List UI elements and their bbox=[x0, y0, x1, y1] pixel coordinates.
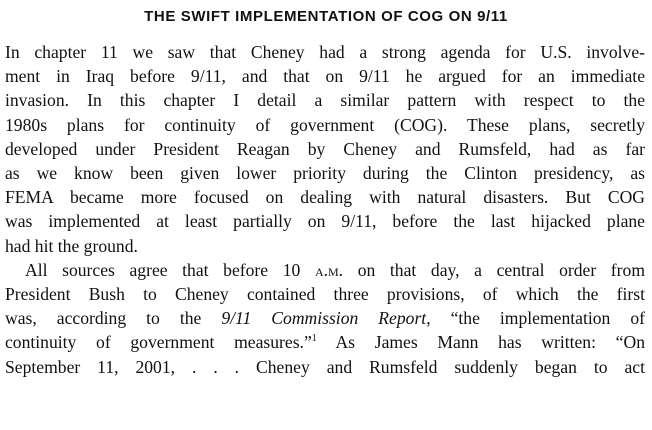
text-line bbox=[5, 330, 645, 354]
text-line bbox=[5, 306, 645, 330]
text-fragment: on that day, a central order from bbox=[343, 259, 646, 280]
text-fragment: continuity of government measures.” bbox=[5, 332, 312, 353]
text-fragment: , “the implementation of bbox=[426, 308, 645, 329]
text-line: September 11, 2001, . . . Cheney and Rumsfeld suddenly began to act bbox=[5, 356, 645, 377]
time-designation: a.m. bbox=[314, 259, 344, 280]
text-line: President Bush to Cheney contained three provisions, of which the first bbox=[5, 284, 645, 305]
text-line: In chapter 11 we saw that Cheney had a strong agenda for U.S. involve- bbox=[5, 42, 645, 62]
text-fragment: As James Mann has written: “On bbox=[316, 332, 645, 353]
body-text bbox=[5, 40, 645, 379]
text-line: was implemented at least partially on 9/11, before the last hijacked plane bbox=[5, 211, 645, 232]
section-heading: THE SWIFT IMPLEMENTATION OF COG ON 9/11 bbox=[144, 8, 508, 25]
text-line: as we know been given lower priority during the Clinton presidency, as bbox=[5, 163, 645, 184]
text-line: developed under President Reagan by Cheney and Rumsfeld, had as far bbox=[5, 138, 645, 159]
text-line: FEMA became more focused on dealing with natural disasters. But COG bbox=[5, 187, 645, 208]
text-line: had hit the ground. bbox=[5, 235, 138, 256]
text-line bbox=[5, 258, 645, 282]
report-title: 9/11 Commission Report bbox=[221, 308, 427, 329]
text-line: ment in Iraq before 9/11, and that on 9/11 he argued for an immediate bbox=[5, 66, 645, 87]
text-line: invasion. In this chapter I detail a similar pattern with respect to the bbox=[5, 90, 645, 111]
paragraph-1 bbox=[5, 40, 645, 258]
text-fragment: All sources agree that before 10 bbox=[25, 259, 315, 280]
text-line: 1980s plans for continuity of government (COG). These plans, secretly bbox=[5, 114, 645, 135]
footnote-marker: 1 bbox=[311, 333, 317, 345]
paragraph-2 bbox=[5, 258, 645, 379]
text-fragment: was, according to the bbox=[5, 308, 222, 329]
